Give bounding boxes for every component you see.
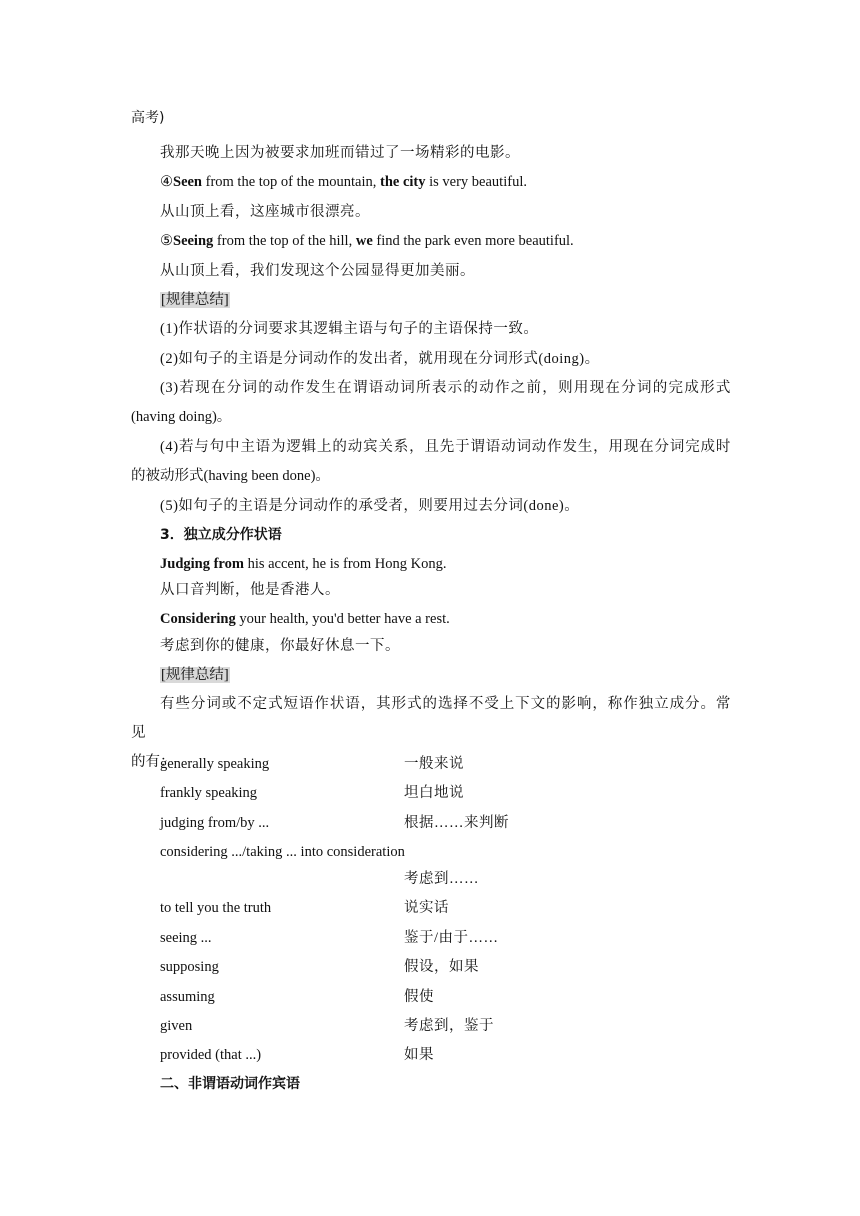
rule-3-main: (3)若现在分词的动作发生在谓语动词所表示的动作之前，则用现在分词的完成形式: [160, 380, 731, 396]
rule-2: (2)如句子的主语是分词动作的发出者，就用现在分词形式(doing)。: [160, 351, 600, 367]
rule-summary-tag: [160, 290, 230, 310]
rule-4-main: (4)若与句中主语为逻辑上的动宾关系，且先于谓语动词动作发生，用现在分词完成时: [160, 439, 731, 455]
phrase-en: supposing: [160, 959, 219, 975]
phrase-en: considering .../taking ... into consideration: [160, 844, 405, 860]
section-3-example-1-translation: 从口音判断，他是香港人。: [160, 582, 340, 598]
example-5-bold-2: we: [355, 233, 373, 249]
phrase-cn: 考虑到……: [404, 871, 479, 887]
example-5-bold-1: Seeing: [173, 233, 214, 249]
phrase-en: given: [160, 1018, 193, 1034]
example-4-text-2: is very beautiful.: [425, 174, 527, 190]
phrase-cn: 假设，如果: [404, 959, 479, 975]
example-4-text-1: from the top of the mountain,: [202, 174, 380, 190]
section-two-title: 二、非谓语动词作宾语: [160, 1076, 300, 1092]
rule-summary-label: [规律总结]: [161, 292, 229, 308]
example-3-translation: 我那天晚上因为被要求加班而错过了一场精彩的电影。: [160, 145, 520, 161]
example-4-number: ④: [160, 174, 173, 190]
rule-5: (5)如句子的主语是分词动作的承受者，则要用过去分词(done)。: [160, 498, 580, 514]
top-fragment: 高考): [131, 110, 165, 126]
example-5-text-1: from the top of the hill,: [213, 233, 356, 249]
phrase-en: assuming: [160, 989, 215, 1005]
example-5-number: ⑤: [160, 233, 173, 249]
phrase-cn: 考虑到，鉴于: [404, 1018, 494, 1034]
section-3-rule-tag: [160, 665, 230, 685]
phrase-en: to tell you the truth: [160, 900, 272, 916]
phrase-cn: 一般来说: [404, 756, 464, 772]
section-3-example-2-bold: Considering: [160, 611, 236, 627]
section-3-example-1-bold: Judging from: [160, 556, 244, 572]
phrase-cn: 坦白地说: [404, 785, 464, 801]
phrase-cn: 如果: [404, 1047, 434, 1063]
section-3-summary-tail: 的有：: [131, 754, 175, 770]
rule-4-tail: 的被动形式(having been done)。: [131, 468, 330, 484]
rule-4: [131, 433, 731, 491]
section-3-rule-label: [规律总结]: [161, 667, 229, 683]
phrase-en: seeing ...: [160, 930, 212, 946]
phrase-cn: 鉴于/由于……: [404, 930, 499, 946]
section-3-example-2-translation: 考虑到你的健康，你最好休息一下。: [160, 638, 400, 654]
example-4-bold-2: the city: [380, 174, 426, 190]
example-4: [160, 172, 527, 192]
example-5-text-2: find the park even more beautiful.: [372, 233, 574, 249]
phrase-en: provided (that ...): [160, 1047, 262, 1063]
rule-3: [131, 374, 731, 432]
section-3-summary-main: 有些分词或不定式短语作状语，其形式的选择不受上下文的影响，称作独立成分。常见: [131, 696, 731, 741]
section-3-example-1-text: his accent, he is from Hong Kong.: [243, 556, 447, 572]
section-3-example-2-text: your health, you'd better have a rest.: [235, 611, 450, 627]
phrase-cn: 假使: [404, 989, 434, 1005]
example-5: [160, 231, 574, 251]
section-3-example-1: [160, 554, 447, 574]
rule-1: (1)作状语的分词要求其逻辑主语与句子的主语保持一致。: [160, 321, 539, 337]
example-5-translation: 从山顶上看，我们发现这个公园显得更加美丽。: [160, 263, 475, 279]
rule-3-tail: (having doing)。: [131, 409, 232, 425]
phrase-en: frankly speaking: [160, 785, 258, 801]
example-4-bold-1: Seen: [173, 174, 202, 190]
phrase-en: generally speaking: [160, 756, 270, 772]
example-4-translation: 从山顶上看，这座城市很漂亮。: [160, 204, 370, 220]
phrase-cn: 说实话: [404, 900, 449, 916]
phrase-en: judging from/by ...: [160, 815, 270, 831]
section-3-title: 3．独立成分作状语: [160, 527, 282, 543]
phrase-cn: 根据……来判断: [404, 815, 509, 831]
section-3-example-2: [160, 609, 450, 629]
